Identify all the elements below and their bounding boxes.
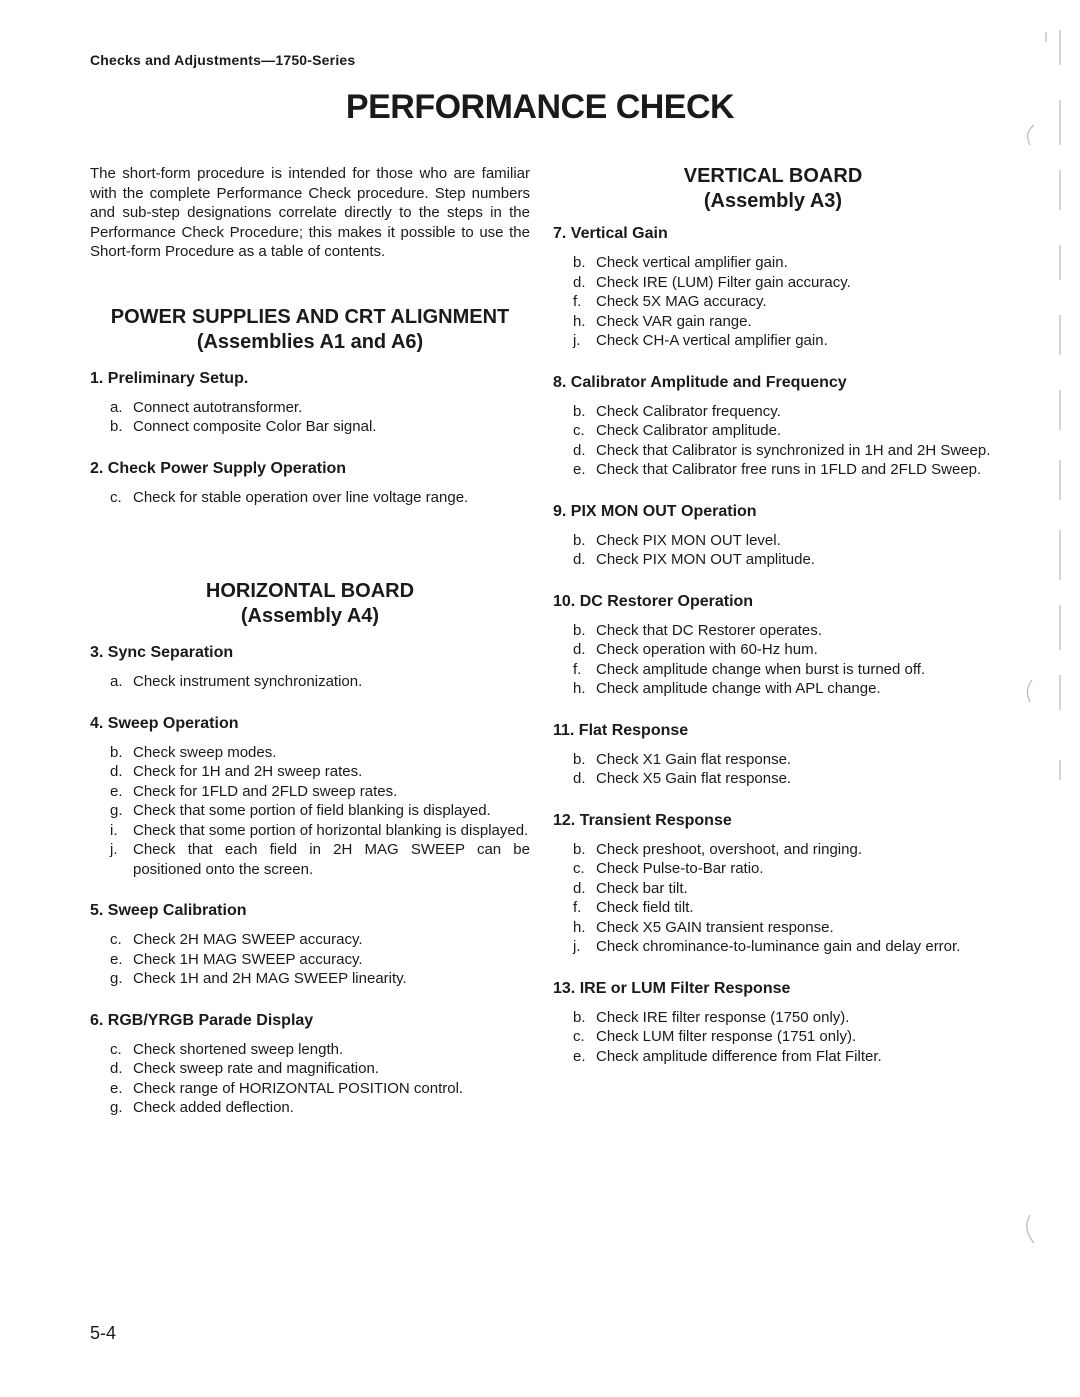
item-text: Check bar tilt.: [596, 879, 688, 897]
item-letter: d.: [110, 1060, 123, 1077]
page-title: PERFORMANCE CHECK: [345, 88, 735, 126]
step-item: [573, 750, 993, 770]
step-item: [110, 488, 530, 508]
scan-artifact-marks: [1016, 20, 1066, 1370]
step-item: [110, 672, 530, 692]
item-letter: e.: [110, 782, 123, 800]
step-item: [110, 1098, 530, 1118]
step-item-list: [553, 531, 993, 570]
item-text: Check VAR gain range.: [596, 312, 752, 330]
item-text: Check chrominance-to-luminance gain and delay error.: [596, 938, 961, 955]
step-item: [110, 801, 530, 821]
step-item: [110, 1079, 530, 1099]
item-text: Check IRE (LUM) Filter gain accuracy.: [596, 273, 851, 291]
item-text: Check LUM filter response (1751 only).: [596, 1028, 857, 1045]
item-text: Check that DC Restorer operates.: [596, 621, 822, 639]
section-subtitle: (Assembly A3): [703, 190, 843, 212]
item-text: Check field tilt.: [596, 899, 694, 916]
item-letter: d.: [573, 551, 586, 568]
step-item: [110, 762, 530, 782]
step-item: [573, 421, 993, 441]
item-letter: d.: [110, 763, 123, 780]
step-pix-mon-out: [553, 502, 993, 570]
step-item: [573, 660, 993, 680]
item-text: Check preshoot, overshoot, and ringing.: [596, 840, 862, 858]
item-letter: e.: [573, 461, 586, 478]
step-item-list: [553, 1008, 993, 1067]
step-item: [573, 937, 993, 957]
item-letter: c.: [110, 931, 122, 948]
step-title: 3. Sync Separation: [90, 644, 234, 661]
section-subtitle: (Assemblies A1 and A6): [196, 330, 424, 353]
step-item-list: [90, 930, 530, 989]
section-title: HORIZONTAL BOARD: [205, 580, 415, 602]
step-item: [573, 273, 993, 293]
step-item: [110, 821, 530, 841]
step-filter-response: [553, 979, 993, 1067]
item-text: Check Pulse-to-Bar ratio.: [596, 860, 764, 877]
item-letter: h.: [573, 918, 586, 936]
step-item: [573, 312, 993, 332]
step-title: 13. IRE or LUM Filter Response: [553, 979, 791, 997]
section-subtitle: (Assembly A4): [240, 605, 380, 627]
step-sync-separation: [90, 643, 530, 692]
step-item-list: [90, 743, 530, 880]
step-item: [110, 969, 530, 989]
section-vertical-board: [553, 164, 993, 214]
step-item: [573, 840, 993, 860]
item-letter: h.: [573, 312, 586, 330]
step-item-list: [553, 750, 993, 789]
item-letter: e.: [110, 950, 123, 968]
step-item: [573, 769, 993, 789]
item-text: Check for 1H and 2H sweep rates.: [133, 763, 363, 780]
item-text: Check 5X MAG accuracy.: [596, 293, 767, 310]
item-text: Check sweep rate and magnification.: [133, 1060, 379, 1077]
step-item-list: [553, 402, 993, 480]
item-text: Check instrument synchronization.: [133, 673, 363, 690]
step-power-supply-operation: [90, 459, 530, 508]
section-title: POWER SUPPLIES AND CRT ALIGNMENT: [110, 305, 510, 328]
step-title: 1. Preliminary Setup.: [90, 369, 249, 387]
item-text: Check CH-A vertical amplifier gain.: [596, 332, 828, 349]
step-preliminary-setup: [90, 369, 530, 437]
step-item-list: [90, 398, 530, 437]
step-item-list: [553, 621, 993, 699]
step-item: [573, 898, 993, 918]
item-letter: j.: [573, 332, 581, 349]
item-letter: f.: [573, 293, 582, 310]
item-text: Check shortened sweep length.: [133, 1040, 344, 1058]
step-item: [573, 640, 993, 660]
item-letter: j.: [110, 841, 118, 858]
item-text: Check X5 Gain flat response.: [596, 770, 792, 787]
step-item-list: [90, 672, 530, 692]
item-letter: g.: [110, 1099, 123, 1116]
step-parade-display: [90, 1011, 530, 1118]
step-item: [573, 331, 993, 351]
step-item: [573, 531, 993, 551]
step-item: [573, 253, 993, 273]
item-text: Check X5 GAIN transient response.: [596, 918, 834, 936]
step-item: [573, 402, 993, 422]
item-letter: b.: [573, 254, 586, 271]
item-text: Check vertical amplifier gain.: [596, 254, 788, 271]
right-column: [553, 164, 993, 1066]
step-title: 7. Vertical Gain: [553, 225, 668, 242]
item-letter: a.: [110, 398, 123, 416]
step-item-list: [90, 1040, 530, 1118]
page-number: 5-4: [90, 1323, 117, 1343]
item-text: Check that Calibrator is synchronized in 1H and 2H Sweep.: [596, 441, 991, 459]
item-letter: d.: [573, 273, 586, 291]
step-item-list: [553, 253, 993, 351]
step-item-list: [553, 840, 993, 957]
section-horizontal-board: [90, 579, 530, 629]
item-letter: b.: [573, 621, 586, 639]
item-text: Check Calibrator frequency.: [596, 402, 781, 420]
step-dc-restorer: [553, 592, 993, 699]
step-title: 12. Transient Response: [553, 811, 732, 829]
step-item: [110, 743, 530, 763]
item-letter: b.: [573, 402, 586, 420]
item-text: Check 1H MAG SWEEP accuracy.: [133, 950, 363, 968]
step-item: [573, 879, 993, 899]
step-item: [573, 1047, 993, 1067]
item-text: Check that some portion of horizontal blanking is displayed.: [133, 821, 529, 839]
step-item: [573, 1008, 993, 1028]
item-letter: d.: [573, 879, 586, 897]
step-item: [573, 859, 993, 879]
item-text: Check for stable operation over line voltage range.: [133, 488, 469, 506]
step-title: 8. Calibrator Amplitude and Frequency: [553, 373, 847, 391]
item-letter: f.: [573, 899, 582, 916]
step-item: [110, 930, 530, 950]
item-text: Check range of HORIZONTAL POSITION control.: [133, 1079, 464, 1097]
step-item: [110, 782, 530, 802]
item-letter: d.: [573, 641, 586, 658]
item-text: Check X1 Gain flat response.: [596, 750, 792, 768]
step-sweep-calibration: [90, 901, 530, 989]
item-letter: e.: [573, 1047, 586, 1065]
step-title: 2. Check Power Supply Operation: [90, 459, 347, 477]
intro-paragraph: The short-form procedure is intended for those who are familiar with the complete Performance Check procedure. Step numbers and sub-step designations correlate directly to the steps in the Performance Check Procedure; this makes it possible to use the Short-form Procedure as a table of contents.: [90, 165, 530, 260]
item-text: Check PIX MON OUT amplitude.: [596, 551, 815, 568]
item-letter: c.: [573, 422, 585, 439]
step-item: [110, 1040, 530, 1060]
step-title: 9. PIX MON OUT Operation: [553, 502, 757, 520]
item-letter: b.: [110, 743, 123, 761]
step-item: [573, 550, 993, 570]
item-letter: a.: [110, 673, 123, 690]
item-text: Check Calibrator amplitude.: [596, 422, 782, 439]
section-title: VERTICAL BOARD: [683, 165, 863, 187]
step-title: 11. Flat Response: [553, 721, 689, 739]
item-letter: d.: [573, 441, 586, 459]
left-column: [90, 164, 530, 1118]
item-letter: g.: [110, 970, 123, 987]
item-text: Check added deflection.: [133, 1099, 294, 1116]
item-text: Check PIX MON OUT level.: [596, 531, 781, 549]
item-letter: c.: [573, 1028, 585, 1045]
item-letter: b.: [573, 1008, 586, 1026]
step-sweep-operation: [90, 714, 530, 880]
item-text: Check for 1FLD and 2FLD sweep rates.: [133, 782, 398, 800]
item-letter: f.: [573, 660, 582, 678]
item-letter: j.: [573, 938, 581, 955]
step-item: [573, 679, 993, 699]
section-power-supplies: [90, 305, 530, 355]
item-text: Check 1H and 2H MAG SWEEP linearity.: [133, 970, 407, 987]
step-vertical-gain: [553, 224, 993, 351]
item-text: Check amplitude difference from Flat Filter.: [596, 1047, 882, 1065]
running-head: Checks and Adjustments—1750-Series: [90, 52, 356, 68]
step-item: [573, 292, 993, 312]
item-letter: d.: [573, 770, 586, 787]
step-item-list: [90, 488, 530, 508]
item-text: Check 2H MAG SWEEP accuracy.: [133, 931, 363, 948]
step-item: [110, 840, 530, 879]
item-letter: c.: [110, 1040, 122, 1058]
item-letter: b.: [110, 418, 123, 435]
step-flat-response: [553, 721, 993, 789]
item-text: Check that some portion of field blanking is displayed.: [133, 802, 491, 819]
step-item: [573, 621, 993, 641]
item-letter: b.: [573, 840, 586, 858]
item-text: Check operation with 60-Hz hum.: [596, 641, 818, 658]
item-letter: i.: [110, 821, 118, 839]
step-title: 6. RGB/YRGB Parade Display: [90, 1011, 314, 1029]
item-text: Connect autotransformer.: [133, 398, 303, 416]
step-item: [110, 417, 530, 437]
item-text: Check IRE filter response (1750 only).: [596, 1008, 850, 1026]
item-letter: e.: [110, 1079, 123, 1097]
item-letter: c.: [573, 860, 585, 877]
item-text: Check sweep modes.: [133, 743, 277, 761]
item-text: Check amplitude change with APL change.: [596, 680, 881, 697]
item-letter: c.: [110, 488, 122, 506]
item-letter: h.: [573, 680, 586, 697]
item-letter: b.: [573, 531, 586, 549]
step-item: [573, 441, 993, 461]
step-item: [110, 1059, 530, 1079]
item-text: Connect composite Color Bar signal.: [133, 418, 377, 435]
step-transient-response: [553, 811, 993, 957]
step-title: 4. Sweep Operation: [90, 714, 239, 732]
step-calibrator: [553, 373, 993, 480]
item-text: Check that each field in 2H MAG SWEEP can be positioned onto the screen.: [133, 841, 530, 878]
step-item: [110, 398, 530, 418]
step-item: [573, 460, 993, 480]
item-letter: b.: [573, 750, 586, 768]
step-title: 10. DC Restorer Operation: [553, 592, 754, 610]
step-item: [573, 1027, 993, 1047]
item-letter: g.: [110, 802, 123, 819]
step-item: [573, 918, 993, 938]
step-title: 5. Sweep Calibration: [90, 902, 247, 919]
item-text: Check that Calibrator free runs in 1FLD and 2FLD Sweep.: [596, 461, 982, 478]
item-text: Check amplitude change when burst is turned off.: [596, 660, 926, 678]
step-item: [110, 950, 530, 970]
